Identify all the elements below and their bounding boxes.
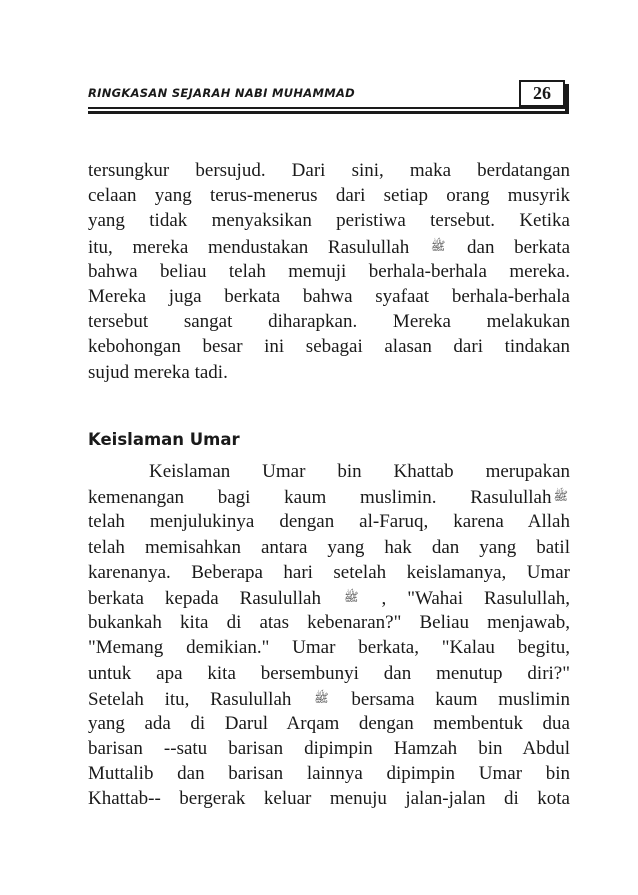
text-line: Khattab-- bergerak keluar menuju jalan-jalan di kota [88,788,570,810]
header-rule-thick [88,111,569,114]
text-line: bahwa beliau telah memuji berhala-berhala mereka. [88,260,570,282]
text-line: sujud mereka tadi. [88,361,228,383]
paragraph-1 [88,158,570,385]
text-line: kebohongan besar ini sebagai alasan dari tindakan [88,336,570,358]
text-line: tersebut sangat diharapkan. Mereka melakukan [88,311,570,333]
text-line: berkata kepada Rasulullah ﷺ , "Wahai Rasulullah, [88,585,570,610]
text-line: bukankah kita di atas kebenaran?" Beliau menjawab, [88,612,570,634]
honorific-icon: ﷺ [314,690,329,705]
text-line: Mereka juga berkata bahwa syafaat berhala-berhala [88,285,570,307]
text-line: Setelah itu, Rasulullah ﷺ bersama kaum muslimin [88,686,570,711]
honorific-icon: ﷺ [553,489,568,504]
text-line: Keislaman Umar bin Khattab merupakan [149,461,570,482]
text-line: telah memisahkan antara yang hak dan yang batil [88,536,570,558]
page-number: 26 [519,80,565,107]
text-line: Muttalib dan barisan lainnya dipimpin Umar bin [88,763,570,785]
text-line: "Memang demikian." Umar berkata, "Kalau begitu, [88,637,570,659]
text-line: tersungkur bersujud. Dari sini, maka berdatangan [88,160,570,181]
text-line: telah menjulukinya dengan al-Faruq, karena Allah [88,511,570,533]
honorific-icon: ﷺ [343,589,359,604]
text-line: barisan --satu barisan dipimpin Hamzah bin Abdul [88,738,570,760]
text-line: celaan yang terus-menerus dari setiap orang musyrik [88,185,570,207]
running-header-title: RINGKASAN SEJARAH NABI MUHAMMAD [88,86,356,100]
text-line: yang ada di Darul Arqam dengan membentuk dua [88,712,570,734]
paragraph-2 [88,459,570,812]
text-line: yang tidak menyaksikan peristiwa tersebut. Ketika [88,210,570,232]
honorific-icon: ﷺ [430,238,446,253]
text-line: karenanya. Beberapa hari setelah keislamanya, Umar [88,561,570,583]
text-line: itu, mereka mendustakan Rasulullah ﷺ dan berkata [88,234,570,259]
page-number-shadow [565,84,569,114]
text-line: untuk apa kita bersembunyi dan menutup diri?" [88,662,570,684]
section-heading: Keislaman Umar [88,430,240,449]
header-rule-thin [88,107,569,109]
text-line: kemenangan bagi kaum muslimin. Rasulullah ﷺ [88,484,570,509]
